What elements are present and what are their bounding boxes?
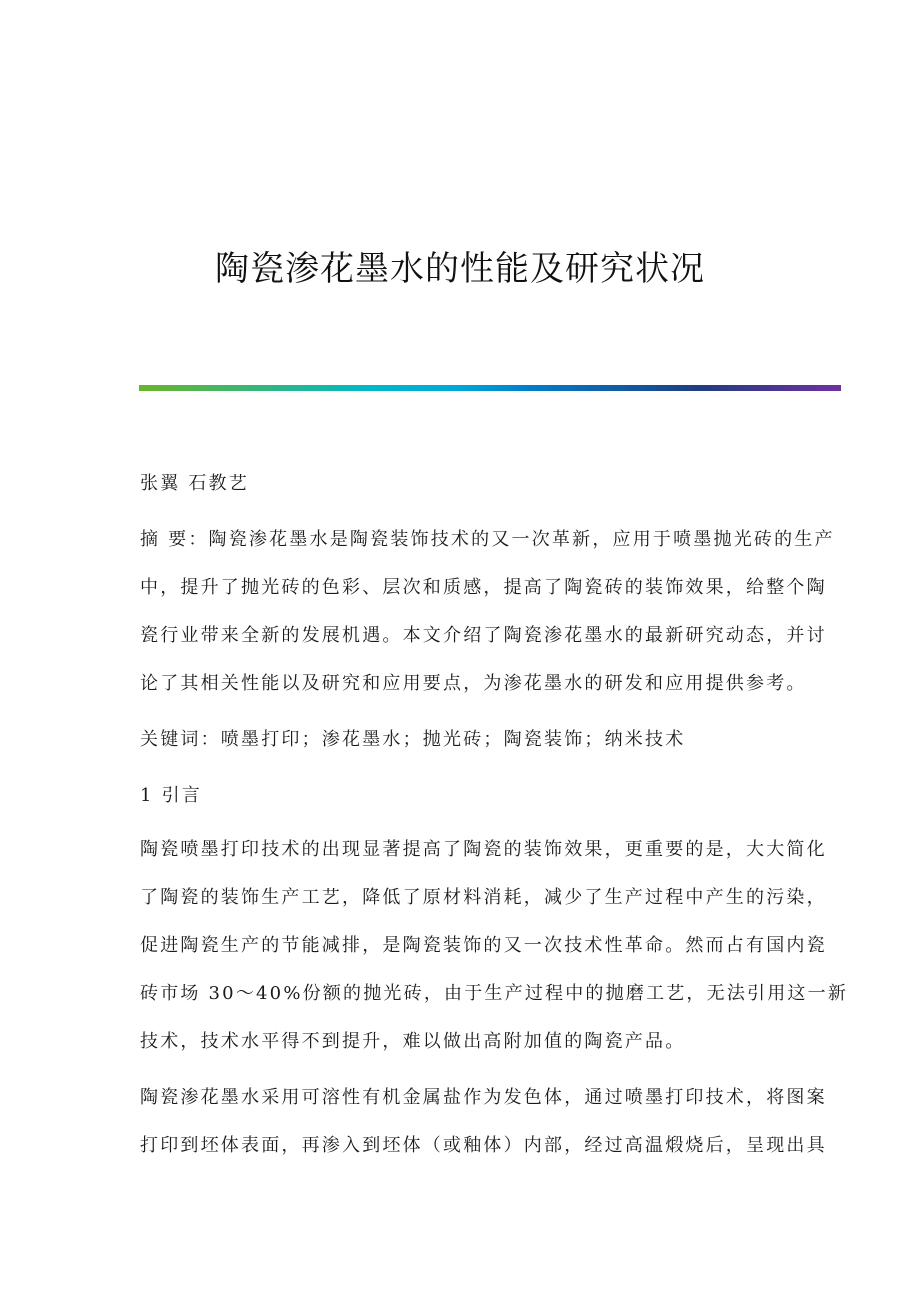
abstract-line: 论了其相关性能以及研究和应用要点，为渗花墨水的研发和应用提供参考。: [140, 673, 807, 694]
gradient-divider: [139, 385, 841, 391]
paragraph-line: 打印到坯体表面，再渗入到坯体（或釉体）内部，经过高温煅烧后，呈现出具: [140, 1135, 827, 1156]
paragraph-line: 砖市场 30～40%份额的抛光砖，由于生产过程中的抛磨工艺，无法引用这一新: [140, 983, 849, 1004]
document-title: 陶瓷渗花墨水的性能及研究状况: [215, 248, 705, 289]
abstract-line: 中，提升了抛光砖的色彩、层次和质感，提高了陶瓷砖的装饰效果，给整个陶: [140, 577, 827, 598]
abstract-line: 摘 要：陶瓷渗花墨水是陶瓷装饰技术的又一次革新，应用于喷墨抛光砖的生产: [140, 529, 835, 550]
paragraph-line: 陶瓷渗花墨水采用可溶性有机金属盐作为发色体，通过喷墨打印技术，将图案: [140, 1087, 827, 1108]
paragraph-line: 陶瓷喷墨打印技术的出现显著提高了陶瓷的装饰效果，更重要的是，大大简化: [140, 839, 827, 860]
paragraph-line: 促进陶瓷生产的节能减排，是陶瓷装饰的又一次技术性革命。然而占有国内瓷: [140, 935, 827, 956]
abstract-line: 瓷行业带来全新的发展机遇。本文介绍了陶瓷渗花墨水的最新研究动态，并讨: [140, 625, 827, 646]
authors: 张翼 石教艺: [140, 473, 249, 494]
keywords: 关键词：喷墨打印；渗花墨水；抛光砖；陶瓷装饰；纳米技术: [140, 729, 686, 750]
section-heading: 1 引言: [140, 785, 202, 806]
paragraph-line: 技术，技术水平得不到提升，难以做出高附加值的陶瓷产品。: [140, 1031, 686, 1052]
paragraph-line: 了陶瓷的装饰生产工艺，降低了原材料消耗，减少了生产过程中产生的污染，: [140, 887, 827, 908]
